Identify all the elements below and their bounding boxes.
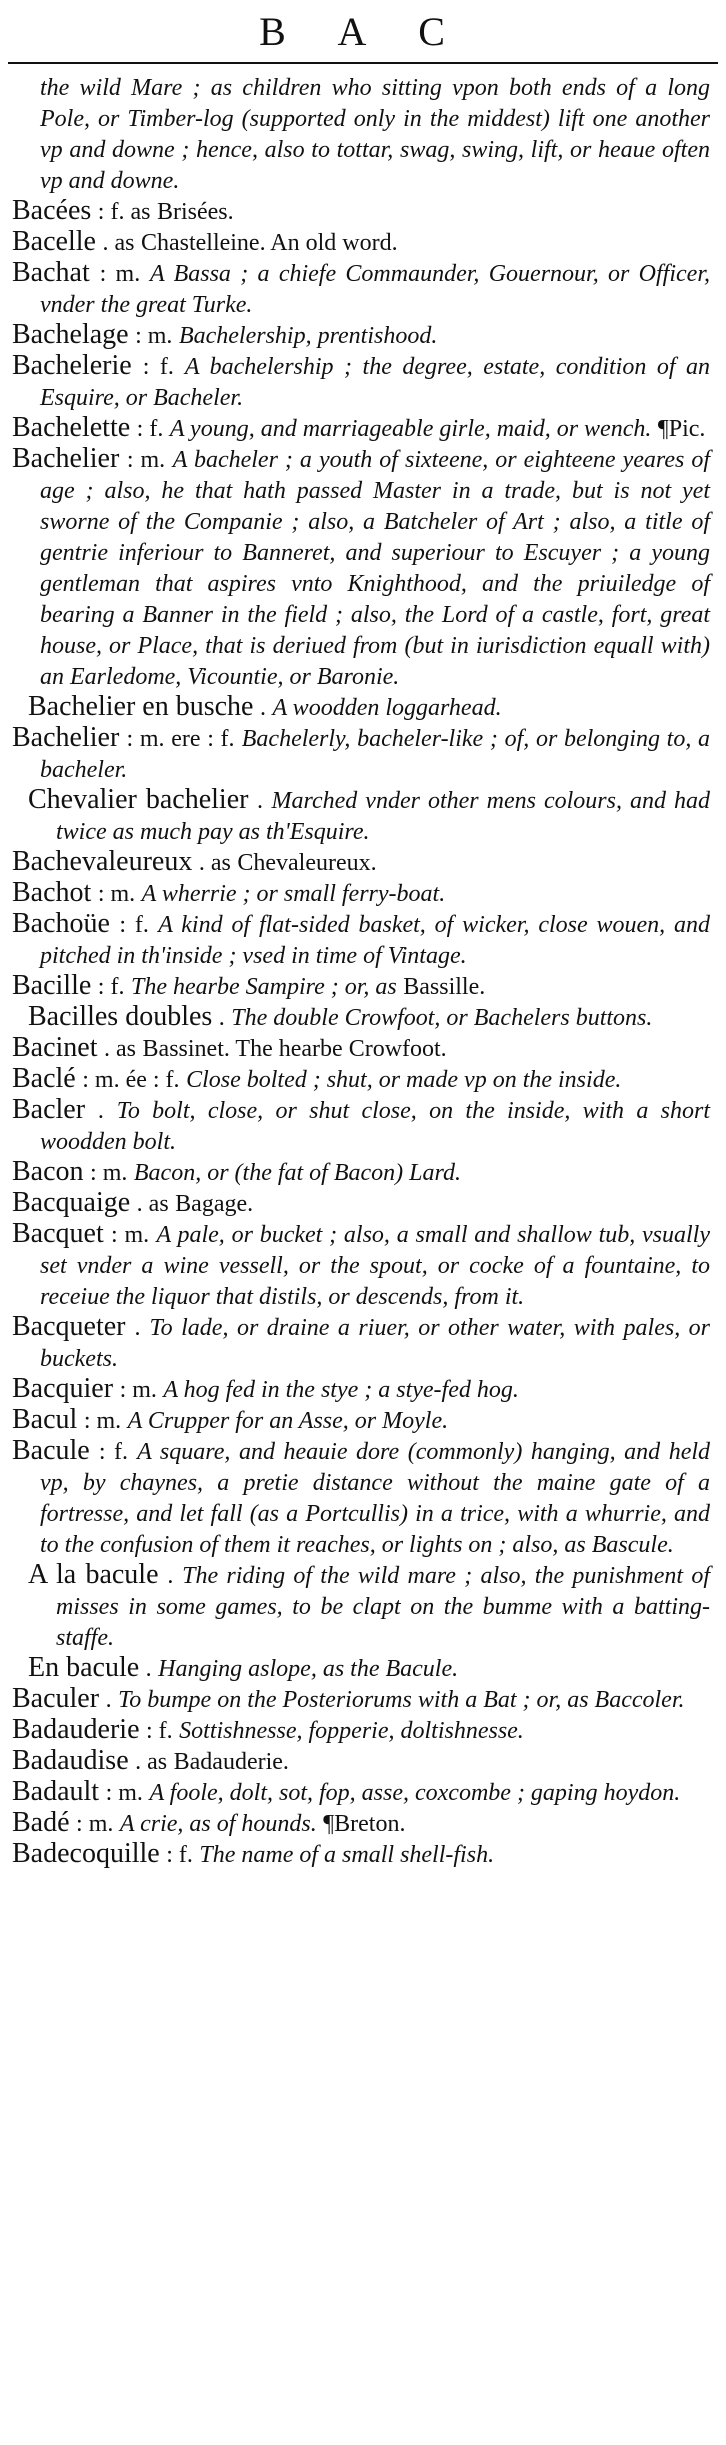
grammar-label: . as <box>136 1191 169 1217</box>
definition: A woodden loggarhead. <box>272 695 502 721</box>
headword: Badaudise <box>12 1745 129 1776</box>
dictionary-entry <box>12 785 710 847</box>
cross-reference: Bassille. <box>403 974 486 1000</box>
dictionary-entry <box>12 1002 710 1033</box>
grammar-label: . <box>97 1098 104 1124</box>
dictionary-entry <box>12 909 710 971</box>
cross-reference: Badauderie. <box>173 1749 289 1775</box>
headword: Bachelerie <box>12 350 132 381</box>
headword: Bacille <box>12 970 92 1001</box>
definition: A young, and marriageable girle, maid, or wench. <box>169 416 652 442</box>
headword: Baclé <box>12 1063 76 1094</box>
definition: Bachelership, prentishood. <box>178 323 438 349</box>
headword: Badé <box>12 1807 70 1838</box>
definition: A kind of flat-sided basket, of wicker, close wouen, and pitched in th'inside ; vsed in time of Vintage. <box>40 912 711 969</box>
dictionary-entry <box>12 1653 710 1684</box>
definition: To bolt, close, or shut close, on the inside, with a short woodden bolt. <box>40 1098 711 1155</box>
dictionary-entry <box>12 1157 710 1188</box>
dictionary-entry <box>12 1312 710 1374</box>
cross-reference: Chevaleureux. <box>237 850 377 876</box>
dictionary-entry <box>12 1436 710 1560</box>
definition: The hearbe Sampire ; or, as <box>130 974 397 1000</box>
grammar-label: . <box>105 1687 112 1713</box>
definition: Bacon, or (the fat of Bacon) Lard. <box>133 1160 461 1186</box>
headword: Bacul <box>12 1404 78 1435</box>
headword: Bacqueter <box>12 1311 126 1342</box>
grammar-label: . as <box>135 1749 168 1775</box>
headword: Bacées <box>12 195 92 226</box>
headword: Badault <box>12 1776 100 1807</box>
entry-list <box>0 64 726 1870</box>
grammar-label: . <box>134 1315 141 1341</box>
grammar-label: : f. <box>146 1718 173 1744</box>
grammar-label: : f. as <box>97 199 151 225</box>
grammar-label: . as <box>198 850 231 876</box>
definition: The riding of the wild mare ; also, the punishment of misses in some games, to be clapt on the bumme with a batting-staffe. <box>56 1563 711 1651</box>
definition: A Bassa ; a chiefe Commaunder, Gouernour, or Officer, vnder the great Turke. <box>40 261 711 318</box>
cross-reference: ¶Pic. <box>657 416 706 442</box>
grammar-label: : m. <box>99 261 141 287</box>
dictionary-entry <box>12 847 710 878</box>
dictionary-entry <box>12 72 710 196</box>
headword: Bacler <box>12 1094 86 1125</box>
definition: Close bolted ; shut, or made vp on the inside. <box>186 1067 622 1093</box>
dictionary-entry <box>12 1684 710 1715</box>
dictionary-entry <box>12 227 710 258</box>
dictionary-entry <box>12 1715 710 1746</box>
definition: A foole, dolt, sot, fop, asse, coxcombe ; gaping hoydon. <box>149 1780 681 1806</box>
definition: A Crupper for an Asse, or Moyle. <box>127 1408 449 1434</box>
grammar-label: : m. <box>135 323 173 349</box>
dictionary-entry <box>12 723 710 785</box>
definition: A wherrie ; or small ferry-boat. <box>141 881 446 907</box>
grammar-label: . as <box>104 1036 137 1062</box>
headword: Bachelier en busche <box>28 691 254 722</box>
definition: A hog fed in the stye ; a stye-fed hog. <box>163 1377 519 1403</box>
dictionary-entry <box>12 1188 710 1219</box>
grammar-label: : m. ere : f. <box>126 726 235 752</box>
grammar-label: : m. <box>76 1811 114 1837</box>
cross-reference: Brisées. <box>156 199 234 225</box>
headword: Bachot <box>12 877 92 908</box>
grammar-label: : f. <box>119 912 149 938</box>
grammar-label: . <box>257 788 263 814</box>
grammar-label: : m. <box>111 1222 150 1248</box>
grammar-label: : f. <box>136 416 164 442</box>
headword: Bachelette <box>12 412 131 443</box>
definition: the wild Mare ; as children who sitting vpon both ends of a long Pole, or Timber-log (supported only in the middest) lift one another vp and downe ; hence, also to tottar, swag, swing, lift, or heaue often vp and downe. <box>40 75 710 194</box>
grammar-label: . <box>167 1563 174 1589</box>
definition: The name of a small shell-fish. <box>199 1842 495 1868</box>
dictionary-entry <box>12 1560 710 1653</box>
headword: Bacon <box>12 1156 84 1187</box>
headword: Bachevaleureux <box>12 846 193 877</box>
grammar-label: : m. <box>126 447 166 473</box>
grammar-label: . <box>259 695 266 721</box>
headword: Bachat <box>12 257 90 288</box>
grammar-label: : f. <box>98 1439 129 1465</box>
grammar-label: : f. <box>166 1842 193 1868</box>
grammar-label: : m. <box>83 1408 122 1434</box>
headword: Bacelle <box>12 226 96 257</box>
dictionary-entry <box>12 1374 710 1405</box>
cross-reference: ¶Breton. <box>323 1811 406 1837</box>
headword: Bacquier <box>12 1373 114 1404</box>
dictionary-entry <box>12 196 710 227</box>
dictionary-entry <box>12 444 710 692</box>
definition: A bachelership ; the degree, estate, condition of an Esquire, or Bacheler. <box>40 354 711 411</box>
definition: Bachelerly, bacheler-like ; of, or belonging to, a bacheler. <box>40 726 711 783</box>
grammar-label: : m. <box>90 1160 128 1186</box>
headword: Bachelier <box>12 722 120 753</box>
definition: To lade, or draine a riuer, or other water, with pales, or buckets. <box>40 1315 711 1372</box>
headword: Baculer <box>12 1683 100 1714</box>
dictionary-entry <box>12 320 710 351</box>
definition: A bacheler ; a youth of sixteene, or eighteene yeares of age ; also, he that hath passed Master in a trade, but is not yet sworne of the Companie ; also, a Batcheler of Art ; also, a title of gentrie inferiour to Banneret, and superiour to Escuyer ; a young gentleman that aspires vnto Knighthood, and the priuiledge of bearing a Banner in the field ; also, the Lord of a castle, fort, great house, or Place, that is deriued from (but in iurisdiction equall with) an Earledome, Vicountie, or Baronie. <box>40 447 711 690</box>
grammar-label: : f. <box>97 974 125 1000</box>
dictionary-entry <box>12 692 710 723</box>
grammar-label: . <box>218 1005 225 1031</box>
headword: Badauderie <box>12 1714 140 1745</box>
dictionary-entry <box>12 971 710 1002</box>
cross-reference: Chastelleine. An old word. <box>140 230 398 256</box>
dictionary-entry <box>12 1808 710 1839</box>
dictionary-entry <box>12 1219 710 1312</box>
headword: Bacinet <box>12 1032 98 1063</box>
headword: Bacquaige <box>12 1187 131 1218</box>
cross-reference: Bagage. <box>175 1191 254 1217</box>
dictionary-entry <box>12 258 710 320</box>
dictionary-entry <box>12 1746 710 1777</box>
headword: Bacilles doubles <box>28 1001 213 1032</box>
headword: En bacule <box>28 1652 140 1683</box>
definition: The double Crowfoot, or Bachelers buttons. <box>231 1005 653 1031</box>
grammar-label: : m. <box>97 881 136 907</box>
headword: Bachoüe <box>12 908 110 939</box>
grammar-label: : m. <box>105 1780 143 1806</box>
headword: A la bacule <box>28 1559 159 1590</box>
headword: Bachelage <box>12 319 129 350</box>
dictionary-entry <box>12 413 710 444</box>
grammar-label: : f. <box>142 354 174 380</box>
definition: Marched vnder other mens colours, and had twice as much pay as th'Esquire. <box>56 788 711 845</box>
dictionary-entry <box>12 1405 710 1436</box>
definition: To bumpe on the Posteriorums with a Bat ; or, as Baccoler. <box>118 1687 685 1713</box>
definition: Hanging aslope, as the Bacule. <box>158 1656 459 1682</box>
grammar-label: : m. ée : f. <box>82 1067 180 1093</box>
dictionary-entry <box>12 1839 710 1870</box>
grammar-label: : m. <box>119 1377 157 1403</box>
definition: Sottishnesse, fopperie, doltishnesse. <box>179 1718 524 1744</box>
dictionary-entry <box>12 1064 710 1095</box>
headword: Bacquet <box>12 1218 104 1249</box>
headword: Badecoquille <box>12 1838 160 1869</box>
dictionary-entry <box>12 1033 710 1064</box>
definition: A pale, or bucket ; also, a small and shallow tub, vsually set vnder a wine vessell, or the spout, or cocke of a fountaine, to receiue the liquor that distils, or descends, from it. <box>40 1222 710 1310</box>
dictionary-entry <box>12 351 710 413</box>
dictionary-entry <box>12 1777 710 1808</box>
grammar-label: . <box>145 1656 152 1682</box>
headword: Bacule <box>12 1435 90 1466</box>
headword: Bachelier <box>12 443 120 474</box>
grammar-label: . as <box>102 230 135 256</box>
definition: A square, and heauie dore (commonly) hanging, and held vp, by chaynes, a pretie distance without the maine gate of a fortresse, and let fall (as a Portcullis) in a trice, with a whurrie, and to the confusion of them it reaches, or lights on ; also, as Bascule. <box>40 1439 711 1558</box>
dictionary-entry <box>12 1095 710 1157</box>
headword: Chevalier bachelier <box>28 784 249 815</box>
dictionary-entry <box>12 878 710 909</box>
definition: A crie, as of hounds. <box>119 1811 317 1837</box>
cross-reference: Bassinet. The hearbe Crowfoot. <box>142 1036 447 1062</box>
running-head: B A C <box>259 9 467 54</box>
